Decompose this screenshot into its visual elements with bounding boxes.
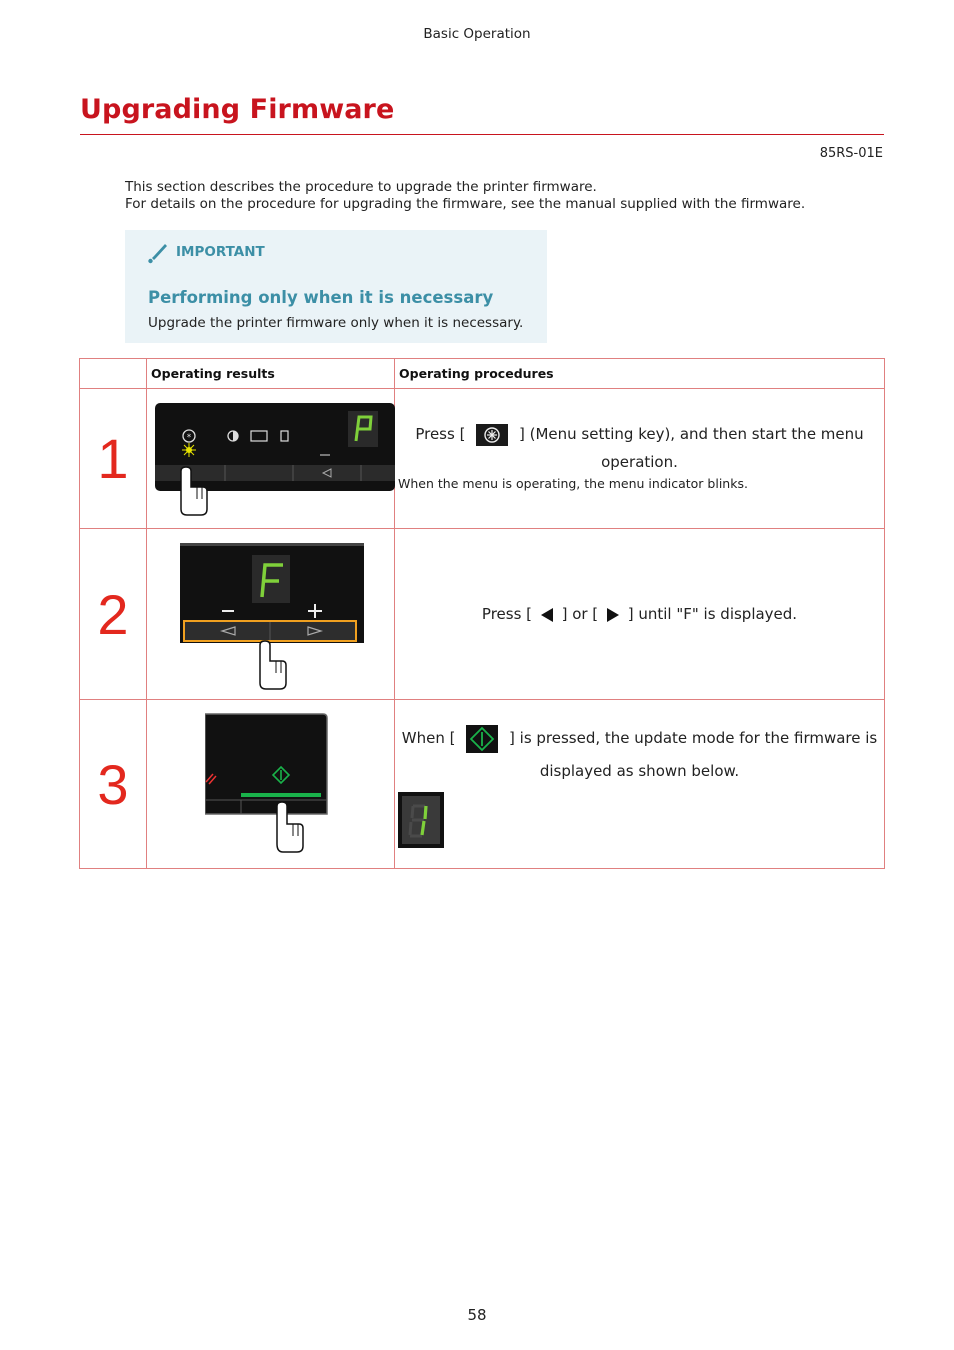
table-row	[80, 389, 885, 529]
firmware-update-display-image	[398, 792, 444, 848]
procedure-text: ] until "F" is displayed.	[627, 605, 798, 623]
important-heading: Performing only when it is necessary	[148, 288, 494, 307]
table-row	[80, 529, 885, 700]
right-arrow-key-icon	[606, 607, 620, 623]
procedure-text: ] (Menu setting key), and then start the menu operation.	[519, 425, 864, 471]
column-header-step	[80, 359, 147, 389]
step-number: 2	[80, 529, 147, 700]
title-divider	[80, 134, 884, 135]
important-text: Upgrade the printer firmware only when it is necessary.	[148, 315, 524, 331]
table-row	[80, 700, 885, 869]
step-number: 1	[80, 389, 147, 529]
control-panel-arrow-keys-image	[180, 543, 364, 691]
operating-procedure-cell	[395, 389, 885, 529]
menu-setting-key-icon	[476, 424, 508, 446]
control-panel-menu-image	[153, 399, 399, 527]
intro-text	[125, 179, 805, 213]
page-title: Upgrading Firmware	[80, 94, 395, 125]
page-number: 58	[467, 1306, 487, 1324]
procedure-text: Press [	[415, 425, 466, 443]
procedure-note: When the menu is operating, the menu indicator blinks.	[398, 476, 748, 491]
pencil-icon	[146, 242, 168, 264]
step-number: 3	[80, 700, 147, 869]
important-callout	[125, 230, 547, 343]
svg-text:*: *	[186, 433, 192, 443]
left-arrow-key-icon	[540, 607, 554, 623]
procedure-table	[79, 358, 885, 869]
column-header-procedures: Operating procedures	[395, 359, 885, 389]
operating-procedure-cell	[395, 529, 885, 700]
operating-procedure-cell	[395, 700, 885, 869]
document-code: 85RS-01E	[819, 146, 883, 161]
procedure-text: ] is pressed, the update mode for the firmware is displayed as shown below.	[509, 729, 878, 780]
intro-line: For details on the procedure for upgrading the firmware, see the manual supplied with the firmware.	[125, 196, 806, 212]
running-header: Basic Operation	[423, 26, 531, 42]
important-label: IMPORTANT	[176, 244, 265, 260]
operating-result-cell	[147, 389, 395, 529]
operating-result-cell	[147, 529, 395, 700]
start-key-icon	[466, 725, 498, 753]
intro-line: This section describes the procedure to upgrade the printer firmware.	[125, 179, 597, 195]
control-panel-start-key-image	[205, 706, 337, 860]
column-header-results: Operating results	[147, 359, 395, 389]
operating-result-cell	[147, 700, 395, 869]
procedure-text: ] or [	[561, 605, 599, 623]
procedure-text: When [	[401, 729, 456, 747]
procedure-text: Press [	[481, 605, 533, 623]
table-header-row	[80, 359, 885, 389]
